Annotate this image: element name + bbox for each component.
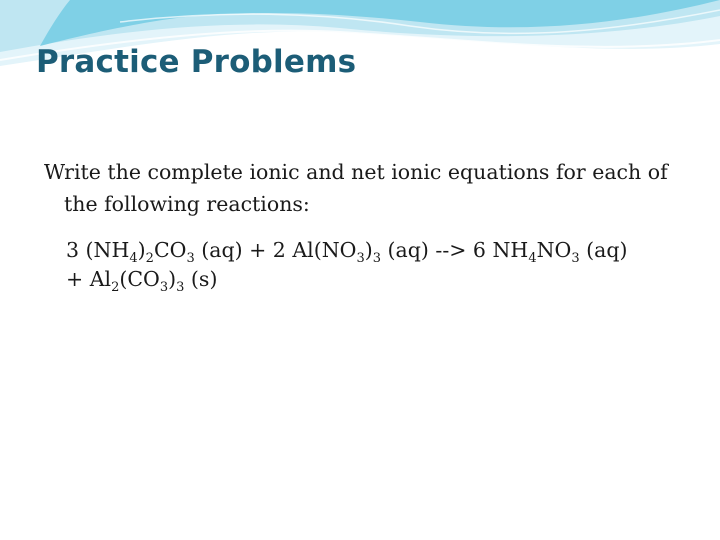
subscript: 3 <box>176 280 185 295</box>
slide-body <box>44 156 674 294</box>
instruction-text: Write the complete ionic and net ionic equations for each of the following reactions: <box>44 160 668 216</box>
slide-title: Practice Problems <box>36 44 357 80</box>
chemical-equation <box>66 236 674 294</box>
equation-line: 3 $(NH_4)_2CO_3$ (aq) + 2 $Al(NO_3)_3$ (aq) --> 6 $NH_4NO_3$ (aq) <box>66 238 628 266</box>
subscript: 2 <box>145 251 154 266</box>
equation-line: + $Al_2(CO_3)_3$ (s) <box>66 267 218 295</box>
subscript: 4 <box>129 251 138 266</box>
subscript: 3 <box>372 251 382 266</box>
subscript: 2 <box>111 280 120 295</box>
subscript: 3 <box>186 251 195 266</box>
subscript: 3 <box>159 280 169 295</box>
subscript: 4 <box>528 251 537 266</box>
subscript: 3 <box>356 251 365 266</box>
subscript: 3 <box>571 251 580 266</box>
